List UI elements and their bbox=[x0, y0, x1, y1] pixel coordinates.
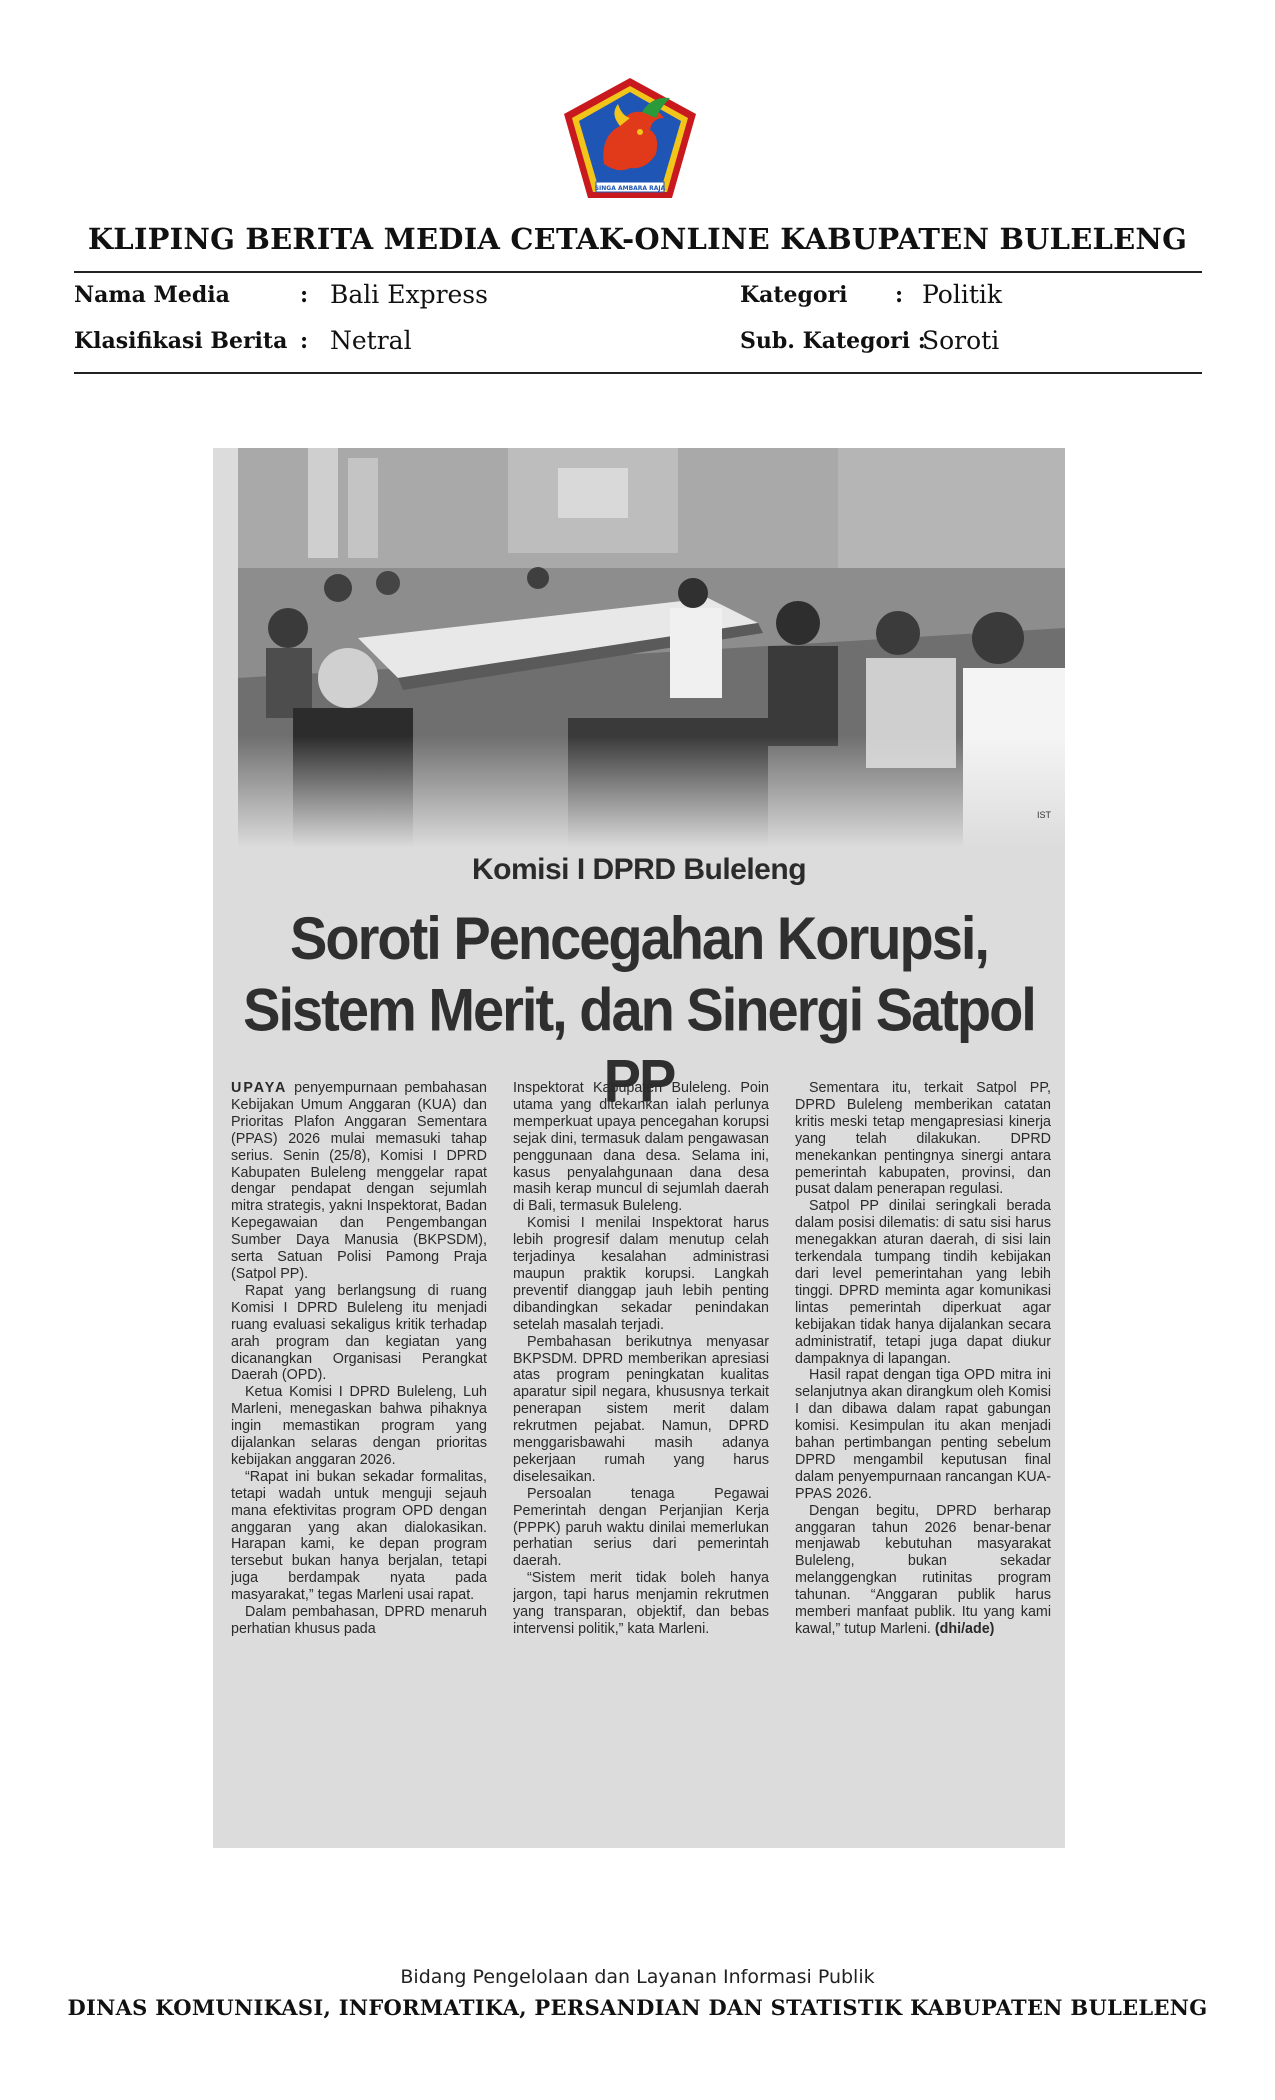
article-column-2 bbox=[513, 1080, 769, 1835]
paragraph: Ketua Komisi I DPRD Buleleng, Luh Marleni, menegaskan bahwa pihaknya ingin memastikan program yang dijalankan selaras dengan prioritas kebijakan anggaran 2026. bbox=[231, 1384, 487, 1468]
lead-text: penyempurnaan pembahasan Kebijakan Umum Anggaran (KUA) dan Prioritas Plafon Anggaran Sementara (PPAS) 2026 mulai memasuki tahap serius. Senin (25/8), Komisi I DPRD Kabupaten Buleleng menggelar rapat dengar pendapat dengan sejumlah mitra strategis, yakni Inspektorat, Badan Kepegawaian dan Pengembangan Sumber Daya Manusia (BKPSDM), serta Satuan Polisi Pamong Praja (Satpol PP). bbox=[231, 1080, 487, 1282]
paragraph: “Rapat ini bukan sekadar formalitas, tetapi wadah untuk menguji sejauh mana efektivitas program OPD dengan anggaran yang akan dialokasikan. Harapan kami, ke depan program tersebut bukan hanya berjalan, tetapi juga berdampak nyata pada masyarakat,” tegas Marleni usai rapat. bbox=[231, 1468, 487, 1604]
classification-value: Netral bbox=[330, 326, 412, 355]
article-column-1 bbox=[231, 1080, 487, 1835]
category-colon: : bbox=[895, 282, 904, 308]
article-kicker: Komisi I DPRD Buleleng bbox=[471, 853, 807, 886]
document-title: KLIPING BERITA MEDIA CETAK-ONLINE KABUPATEN BULELENG bbox=[87, 222, 1188, 256]
singa-ambara-raja-crest-icon bbox=[560, 74, 700, 204]
footer-agency: DINAS KOMUNIKASI, INFORMATIKA, PERSANDIAN DAN STATISTIK KABUPATEN BULELENG bbox=[67, 1995, 1208, 2020]
crest-svg bbox=[560, 74, 700, 204]
meeting-room-photo bbox=[238, 448, 1065, 848]
lead-word: UPAYA bbox=[231, 1080, 288, 1096]
paragraph bbox=[795, 1503, 1051, 1638]
media-label: Nama Media bbox=[74, 282, 230, 308]
category-label: Kategori bbox=[740, 282, 848, 308]
paragraph bbox=[231, 1080, 487, 1283]
photo-credit: IST bbox=[1036, 810, 1051, 820]
classification-colon: : bbox=[300, 328, 309, 354]
paragraph: “Sistem merit tidak boleh hanya jargon, tapi harus menjamin rekrutmen yang transparan, objektif, dan bebas intervensi politik,” kata Marleni. bbox=[513, 1570, 769, 1637]
paragraph: Inspektorat Kabupaten Buleleng. Poin utama yang ditekankan ialah perlunya memperkuat upaya pencegahan korupsi sejak dini, termasuk dalam pengawasan penggunaan dana desa. Selama ini, kasus penyalahgunaan dana desa masih kerap muncul di sejumlah daerah di Bali, termasuk Buleleng. bbox=[513, 1080, 769, 1215]
article-headline: Soroti Pencegahan Korupsi, Sistem Merit, dan Sinergi Satpol PP bbox=[243, 904, 1035, 1115]
category-value: Politik bbox=[922, 280, 1003, 309]
author-signature: (dhi/ade) bbox=[934, 1621, 995, 1637]
classification-label: Klasifikasi Berita bbox=[74, 328, 288, 354]
paragraph: Hasil rapat dengan tiga OPD mitra ini selanjutnya akan dirangkum oleh Komisi I dan dibawa dalam rapat gabungan komisi. Kesimpulan itu akan menjadi bahan pertimbangan penting sebelum DPRD mengambil keputusan final dalam penyempurnaan rancangan KUA-PPAS 2026. bbox=[795, 1367, 1051, 1502]
paragraph: Satpol PP dinilai seringkali berada dalam posisi dilematis: di satu sisi harus menegakkan aturan daerah, di sisi lain terkendala tumpang tindih kebijakan dari level pemerintahan yang lebih tinggi. DPRD meminta agar komunikasi lintas pemerintah diperkuat agar kebijakan tidak hanya dijalankan secara administratif, tetapi juga dapat diukur dampaknya di lapangan. bbox=[795, 1198, 1051, 1367]
top-rule bbox=[74, 271, 1202, 273]
paragraph: Persoalan tenaga Pegawai Pemerintah dengan Perjanjian Kerja (PPPK) paruh waktu dinilai memerlukan perhatian serius dari pemerintah daerah. bbox=[513, 1485, 769, 1570]
paragraph: Dalam pembahasan, DPRD menaruh perhatian khusus pada bbox=[231, 1604, 487, 1637]
photo-svg bbox=[238, 448, 1065, 848]
article-body bbox=[231, 1080, 1051, 1835]
subcategory-value: Soroti bbox=[922, 326, 1000, 355]
paragraph: Komisi I menilai Inspektorat harus lebih progresif dalam menutup celah terjadinya kesalahan administrasi maupun praktik korupsi. Langkah preventif dianggap jauh lebih penting dibandingkan sekadar penindakan setelah masalah terjadi. bbox=[513, 1215, 769, 1333]
crest-motto: SINGA AMBARA RAJA bbox=[594, 185, 666, 192]
paragraph: Rapat yang berlangsung di ruang Komisi I DPRD Buleleng itu menjadi ruang evaluasi sekaligus kritik terhadap arah program dan kegiatan yang dicanangkan Organisasi Perangkat Daerah (OPD). bbox=[231, 1282, 487, 1384]
newspaper-clipping bbox=[213, 448, 1065, 1848]
closing-text: Dengan begitu, DPRD berharap anggaran tahun 2026 benar-benar menjawab kebutuhan masyarakat Buleleng, bukan sekadar melanggengkan rutinitas program tahunan. “Anggaran publik harus memberi manfaat publik. Itu yang kami kawal,” tutup Marleni. bbox=[795, 1502, 1051, 1637]
media-value: Bali Express bbox=[330, 280, 488, 309]
subcategory-label: Sub. Kategori : bbox=[740, 328, 926, 354]
footer-department: Bidang Pengelolaan dan Layanan Informasi Publik bbox=[400, 1966, 875, 1988]
paragraph: Pembahasan berikutnya menyasar BKPSDM. DPRD memberikan apresiasi atas program peningkatan kualitas aparatur sipil negara, khususnya terkait penerapan sistem merit dalam rekrutmen pejabat. Namun, DPRD menggarisbawahi masih adanya pekerjaan rumah yang harus diselesaikan. bbox=[513, 1333, 769, 1485]
paragraph: Sementara itu, terkait Satpol PP, DPRD Buleleng memberikan catatan kritis meski tetap mengapresiasi kinerja yang telah dilakukan. DPRD menekankan pentingnya sinergi antara pemerintah kabupaten, provinsi, dan pusat dalam penerapan regulasi. bbox=[795, 1080, 1051, 1198]
media-colon: : bbox=[300, 282, 309, 308]
bottom-rule bbox=[74, 372, 1202, 374]
article-column-3 bbox=[795, 1080, 1051, 1835]
